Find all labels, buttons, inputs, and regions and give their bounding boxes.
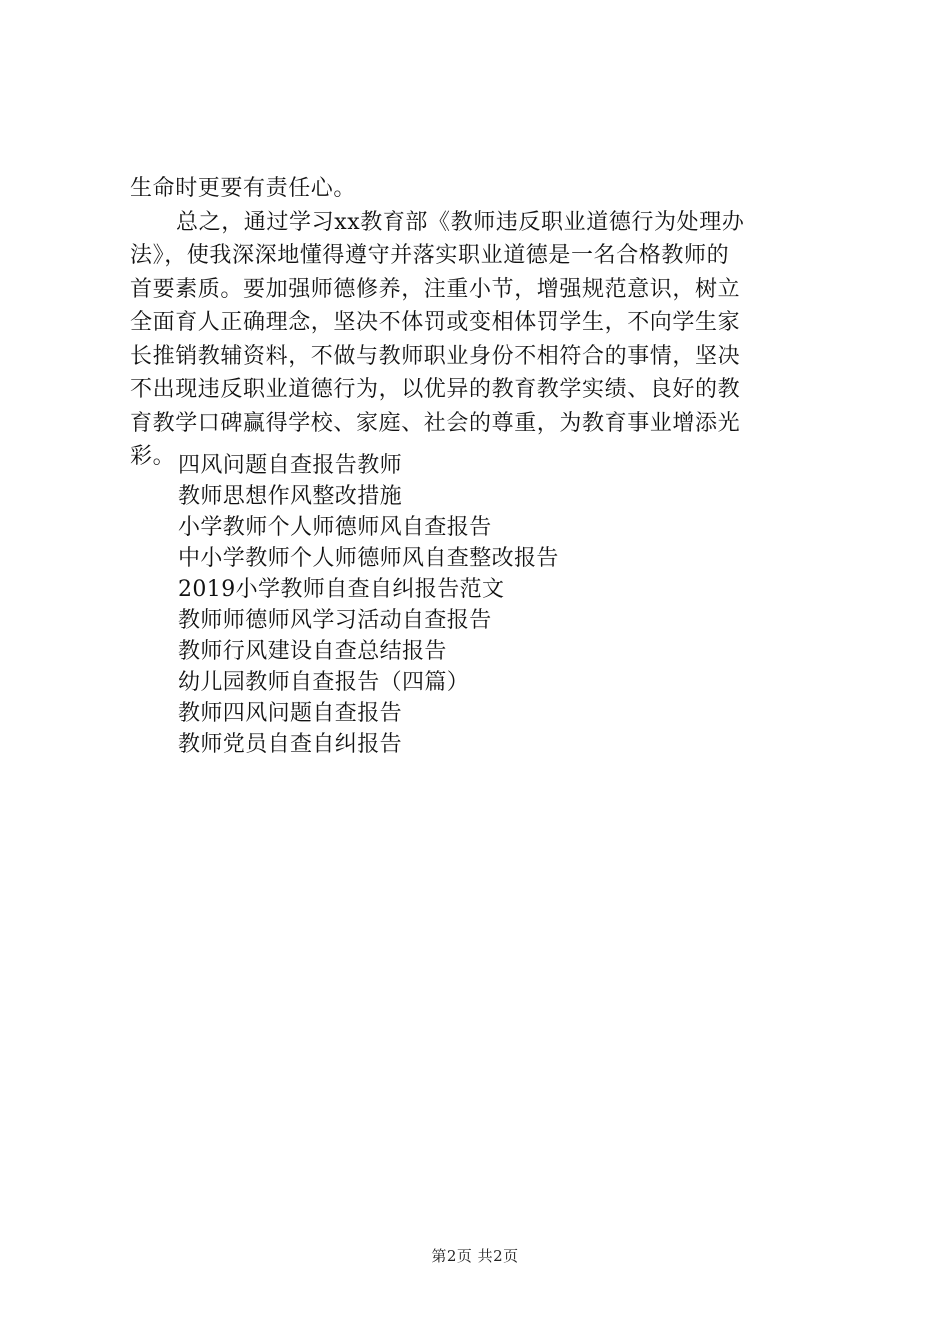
related-article-item: 教师师德师风学习活动自查报告 xyxy=(178,608,492,633)
paragraph-line: 不出现违反职业道德行为，以优异的教育教学实绩、良好的教 xyxy=(130,377,741,402)
paragraph-line: 生命时更要有责任心。 xyxy=(130,176,357,201)
related-article-item: 四风问题自查报告教师 xyxy=(178,453,403,478)
body-paragraphs xyxy=(130,172,830,474)
related-articles-list xyxy=(178,450,559,760)
related-article-item: 教师行风建设自查总结报告 xyxy=(178,639,447,664)
paragraph-line: 法》，使我深深地懂得遵守并落实职业道德是一名合格教师的 xyxy=(130,243,730,268)
paragraph-line: 首要素质。要加强师德修养，注重小节，增强规范意识，树立 xyxy=(130,276,741,302)
related-article-item: 幼儿园教师自查报告（四篇） xyxy=(178,670,470,695)
related-article-item: 中小学教师个人师德师风自查整改报告 xyxy=(178,546,559,571)
related-article-item: 2019小学教师自查自纠报告范文 xyxy=(178,577,505,602)
related-article-item: 小学教师个人师德师风自查报告 xyxy=(178,515,492,540)
paragraph-line: 总之，通过学习xx教育部《教师违反职业道德行为处理办 xyxy=(176,209,745,235)
paragraph-line: 全面育人正确理念，坚决不体罚或变相体罚学生，不向学生家 xyxy=(130,310,741,335)
paragraph-line: 育教学口碑赢得学校、家庭、社会的尊重，为教育事业增添光 xyxy=(130,410,741,436)
page-number-footer: 第2页 共2页 xyxy=(431,1247,519,1265)
related-article-item: 教师思想作风整改措施 xyxy=(178,484,403,509)
related-article-item: 教师党员自查自纠报告 xyxy=(178,732,403,757)
related-article-item: 教师四风问题自查报告 xyxy=(178,701,403,726)
paragraph-line: 彩。 xyxy=(130,444,176,469)
paragraph-line: 长推销教辅资料，不做与教师职业身份不相符合的事情，坚决 xyxy=(130,343,741,369)
